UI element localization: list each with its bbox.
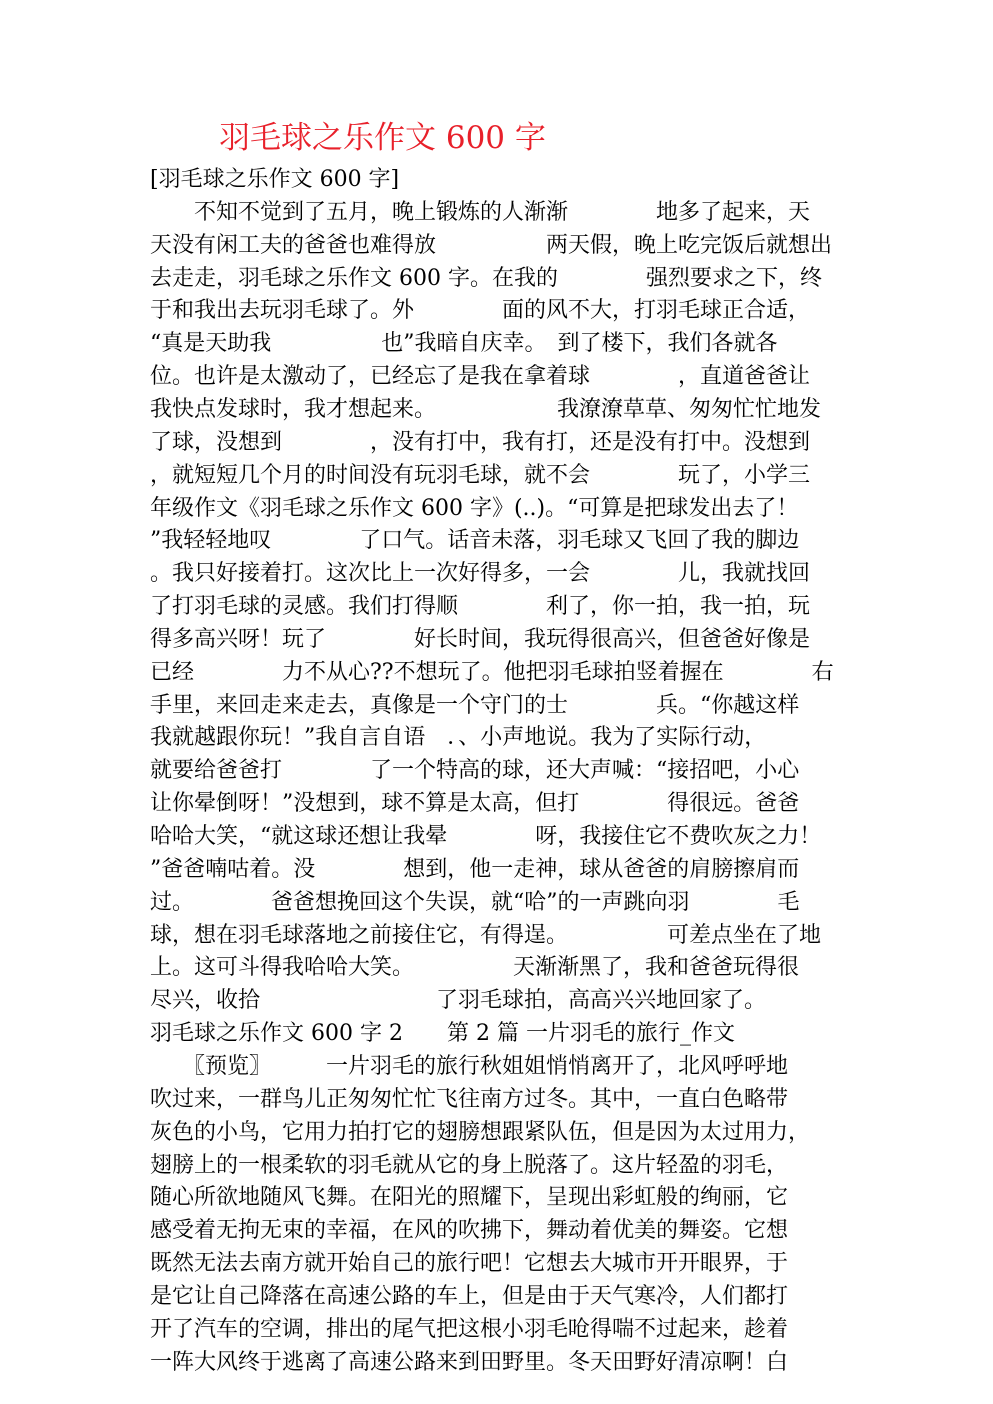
body-line: 我快点发球时，我才想起来。 我潦潦草草、匆匆忙忙地发 xyxy=(150,396,822,422)
body-line: 吹过来，一群鸟儿正匆匆忙忙飞往南方过冬。其中，一直白色略带 xyxy=(150,1086,789,1112)
body-line: 年级作文《羽毛球之乐作文 600 字》(..)。“可算是把球发出去了！ xyxy=(150,495,799,521)
body-line: 。我只好接着打。这次比上一次好得多，一会 儿，我就找回 xyxy=(150,561,811,587)
body-line: 既然无法去南方就开始自己的旅行吧！它想去大城市开开眼界，于 xyxy=(150,1251,789,1277)
document-title: 羽毛球之乐作文 600 字 xyxy=(219,120,546,156)
body-line: 球，想在羽毛球落地之前接住它，有得逞。 可差点坐在了地 xyxy=(150,922,822,948)
body-line: ”我轻轻地叹 了口气。话音未落，羽毛球又飞回了我的脚边 xyxy=(150,528,800,554)
body-line: 开了汽车的空调，排出的尾气把这根小羽毛呛得喘不过起来，趁着 xyxy=(150,1316,789,1342)
body-line: 了球，没想到 ，没有打中，我有打，还是没有打中。没想到 xyxy=(150,429,811,455)
body-line: 我就越跟你玩！”我自言自语 ．、小声地说。我为了实际行动， xyxy=(150,725,767,751)
body-line: 不知不觉到了五月，晚上锻炼的人渐渐 地多了起来，天 xyxy=(150,199,811,225)
body-line: 得多高兴呀！玩了 好长时间，我玩得很高兴，但爸爸好像是 xyxy=(150,626,811,652)
body-line: 翅膀上的一根柔软的羽毛就从它的身上脱落了。这片轻盈的羽毛， xyxy=(150,1152,789,1178)
body-line: 手里，来回走来走去，真像是一个守门的士 兵。“你越这样 xyxy=(150,692,800,718)
body-line: 已经 力不从心??不想玩了。他把羽毛球拍竖着握在 右 xyxy=(150,659,834,685)
body-line: 〖预览〗 一片羽毛的旅行秋姐姐悄悄离开了，北风呼呼地 xyxy=(150,1053,789,1079)
body-line: 去走走，羽毛球之乐作文 600 字。在我的 强烈要求之下，终 xyxy=(150,265,822,291)
body-line: 一阵大风终于逃离了高速公路来到田野里。冬天田野好清凉啊！白 xyxy=(150,1349,789,1375)
body-line: 了打羽毛球的灵感。我们打得顺 利了，你一拍，我一拍，玩 xyxy=(150,594,811,620)
body-line: 感受着无拘无束的幸福，在风的吹拂下，舞动着优美的舞姿。它想 xyxy=(150,1218,789,1244)
body-line: 就要给爸爸打 了一个特高的球，还大声喊：“接招吧，小心 xyxy=(150,758,800,784)
body-line: 过。 爸爸想挽回这个失误，就“哈”的一声跳向羽 毛 xyxy=(150,889,800,915)
body-line: 哈哈大笑，“就这球还想让我晕 呀，我接住它不费吹灰之力！ xyxy=(150,824,822,849)
body-line: 随心所欲地随风飞舞。在阳光的照耀下，呈现出彩虹般的绚丽，它 xyxy=(150,1185,789,1211)
body-line: “真是天助我 也”我暗自庆幸。 到了楼下，我们各就各 xyxy=(150,331,778,357)
body-line: 于和我出去玩羽毛球了。外 面的风不大，打羽毛球正合适， xyxy=(150,298,811,324)
body-line: 尽兴，收拾 了羽毛球拍，高高兴兴地回家了。 xyxy=(150,988,767,1014)
body-line: 让你晕倒呀！”没想到，球不算是太高，但打 得很远。爸爸 xyxy=(150,791,800,817)
body-line: 上。这可斗得我哈哈大笑。 天渐渐黑了，我和爸爸玩得很 xyxy=(150,955,800,981)
body-line: [羽毛球之乐作文 600 字] xyxy=(150,167,400,192)
body-line: 天没有闲工夫的爸爸也难得放 两天假，晚上吃完饭后就想出 xyxy=(150,232,833,258)
body-line: 位。也许是太激动了，已经忘了是我在拿着球 ，直道爸爸让 xyxy=(150,364,811,390)
body-line: ”爸爸喃咕着。没 想到，他一走神，球从爸爸的肩膀擦肩而 xyxy=(150,856,800,882)
body-line: ，就短短几个月的时间没有玩羽毛球，就不会 玩了，小学三 xyxy=(150,462,811,488)
body-line: 羽毛球之乐作文 600 字 2 第 2 篇 一片羽毛的旅行_作文 xyxy=(150,1021,735,1047)
body-line: 是它让自己降落在高速公路的车上，但是由于天气寒冷，人们都打 xyxy=(150,1283,789,1309)
body-line: 灰色的小鸟，它用力拍打它的翅膀想跟紧队伍，但是因为太过用力， xyxy=(150,1119,811,1145)
